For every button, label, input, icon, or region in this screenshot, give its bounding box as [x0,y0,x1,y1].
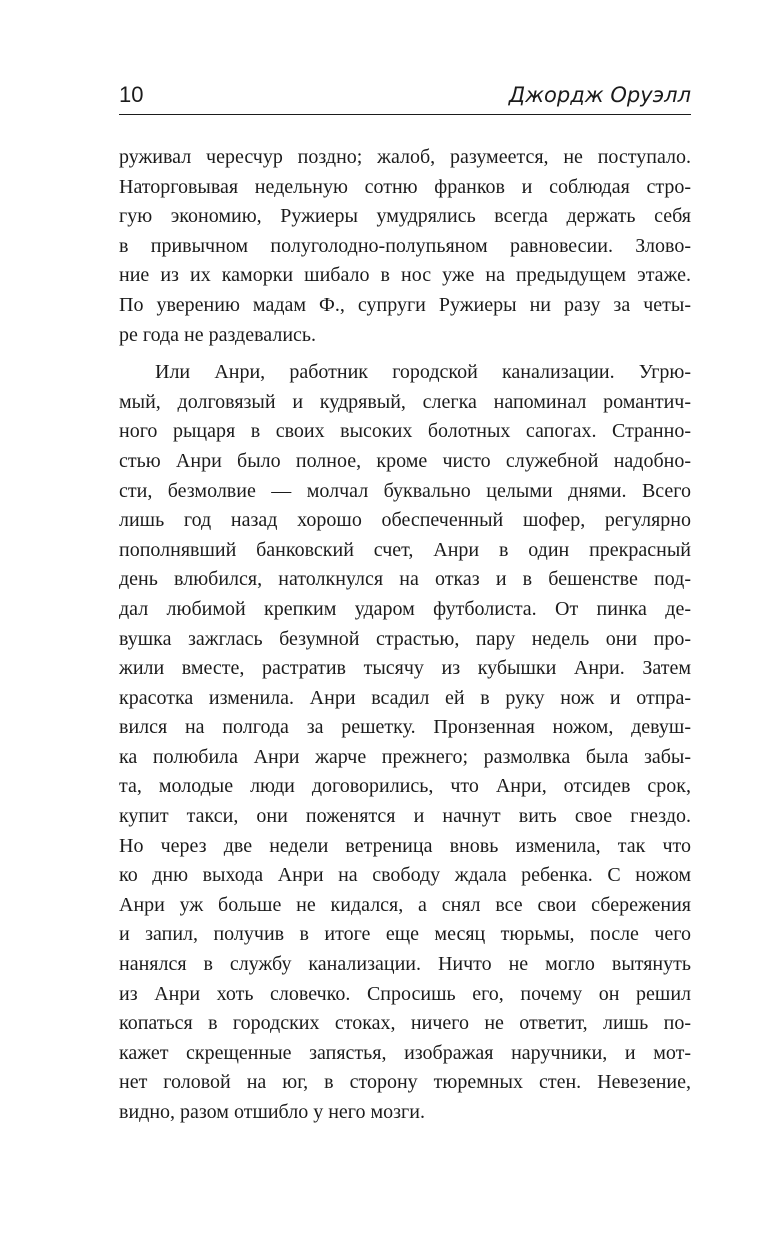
text-line: пополнявший банковский счет, Анри в один прекрасный [119,538,691,561]
paragraph-spacer [119,350,691,358]
text-line: вился на полгода за решетку. Пронзенная ножом, девуш- [119,716,691,739]
book-page [119,0,691,1241]
text-line: кажет скрещенные запястья, изображая наручники, и мот- [119,1041,691,1064]
text-line: Наторговывая недельную сотню франков и соблюдая стро- [119,175,691,198]
text-line: Анри уж больше не кидался, а снял все свои сбережения [119,893,691,916]
text-line: и запил, получив в итоге еще месяц тюрьмы, после чего [119,923,691,946]
text-line: Но через две недели ветреница вновь изменила, так что [119,834,691,857]
text-line: ко дню выхода Анри на свободу ждала ребенка. С ножом [119,864,691,887]
text-line: та, молодые люди договорились, что Анри, отсидев срок, [119,775,691,798]
text-line: мый, долговязый и кудрявый, слегка напоминал романтич- [119,390,691,413]
text-line: жили вместе, растратив тысячу из кубышки Анри. Затем [119,657,691,680]
text-line: гую экономию, Ружиеры умудрялись всегда держать себя [119,205,691,228]
text-line: руживал чересчур поздно; жалоб, разумеется, не поступало. [119,146,691,168]
text-line: По уверению мадам Ф., супруги Ружиеры ни разу за четы- [119,293,691,316]
text-line: купит такси, они поженятся и начнут вить свое гнездо. [119,805,691,828]
paragraph [119,358,691,1127]
text-line: нет головой на юг, в сторону тюремных стен. Невезение, [119,1071,691,1094]
text-line: нанялся в службу канализации. Ничто не могло вытянуть [119,953,691,976]
text-line: красотка изменила. Анри всадил ей в руку нож и отпра- [119,686,691,709]
running-header [119,80,691,115]
text-line: ка полюбила Анри жарче прежнего; размолвка была забы- [119,745,691,768]
text-line: ре года не раздевались. [119,323,317,346]
body-text [119,143,691,1128]
text-line: Или Анри, работник городской канализации. Угрю- [155,361,691,384]
text-line: в привычном полуголодно-полупьяном равновесии. Злово- [119,234,691,257]
paragraph [119,143,691,350]
text-line: из Анри хоть словечко. Спросишь его, почему он решил [119,982,691,1005]
text-line: день влюбился, натолкнулся на отказ и в бешенстве под- [119,568,691,591]
text-line: вушка зажглась безумной страстью, пару недель они про- [119,627,691,650]
text-line: сти, безмолвие — молчал буквально целыми днями. Всего [119,479,691,502]
running-header-author: Джордж Оруэлл [508,83,691,107]
text-line: лишь год назад хорошо обеспеченный шофер, регулярно [119,509,691,532]
text-line: видно, разом отшибло у него мозги. [119,1101,425,1123]
text-line: стью Анри было полное, кроме чисто служебной надобно- [119,449,691,472]
text-line: ного рыцаря в своих высоких болотных сапогах. Странно- [119,420,691,443]
text-line: копаться в городских стоках, ничего не ответит, лишь по- [119,1012,691,1035]
text-line: ние из их каморки шибало в нос уже на предыдущем этаже. [119,264,691,287]
text-line: дал любимой крепким ударом футболиста. От пинка де- [119,597,691,620]
page-number: 10 [119,82,144,107]
